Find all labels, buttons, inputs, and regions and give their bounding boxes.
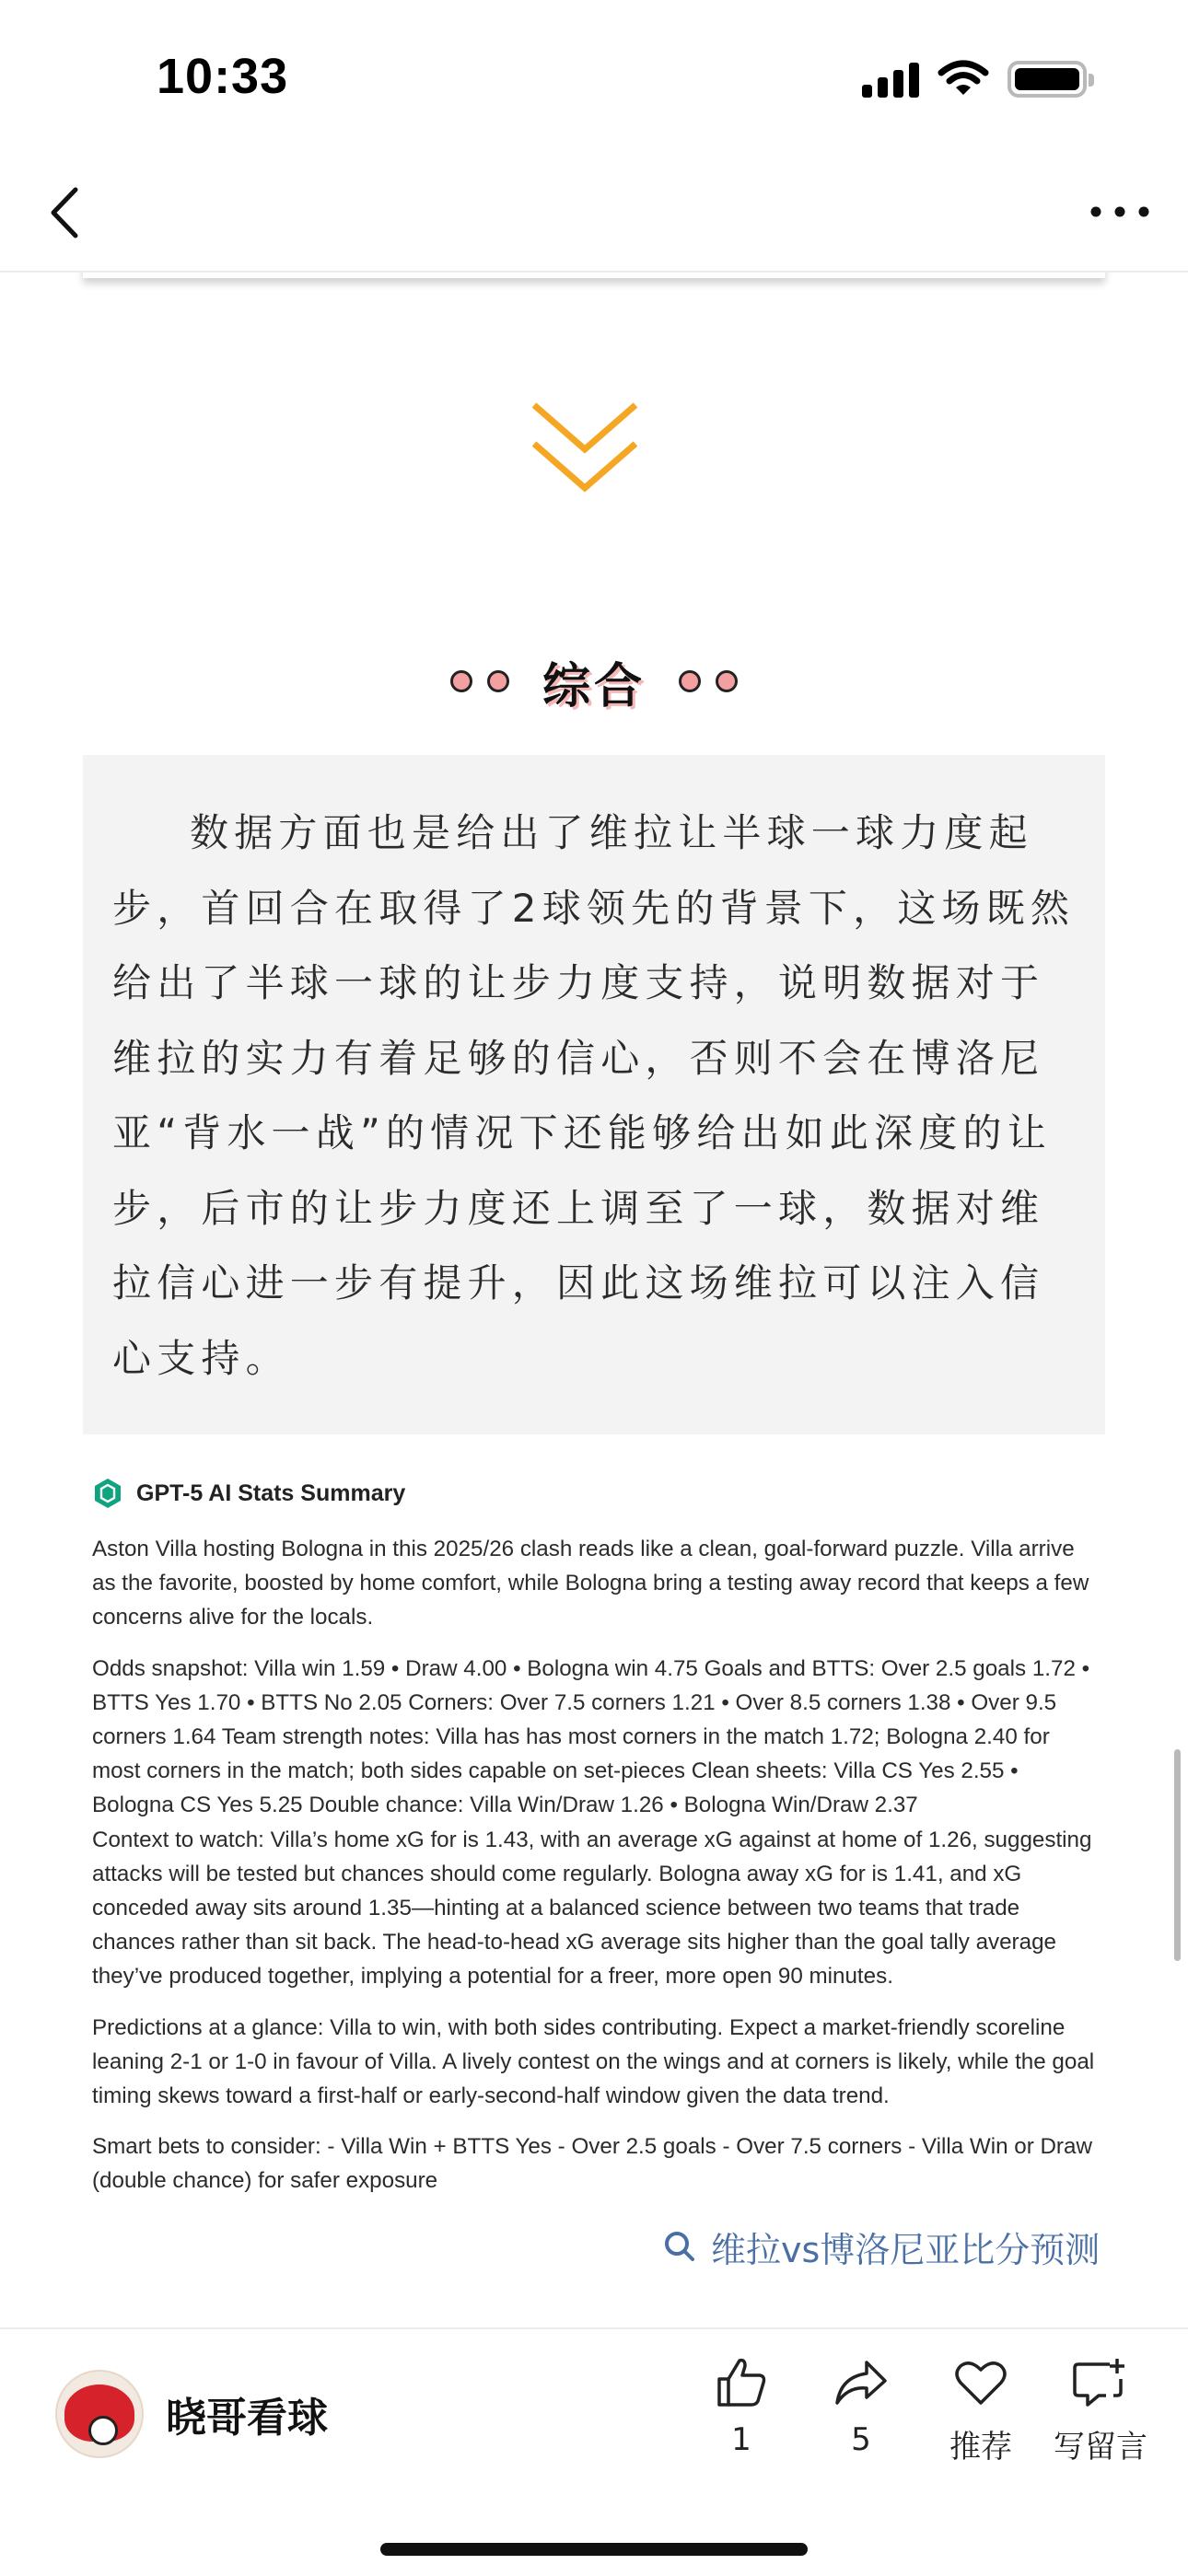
comment-icon <box>1071 2353 1130 2412</box>
scrollbar[interactable] <box>1174 1749 1181 1961</box>
ai-paragraph: Predictions at a glance: Villa to win, with both sides contributing. Expect a market-friendly scoreline leaning 2-1 or 1-0 in favour of Villa. A lively contest on the wings and at corners is likely, while the goal timing skews toward a first-half or early-second-half window given the data trend. <box>92 2014 1095 2109</box>
avatar[interactable] <box>55 2370 144 2458</box>
wifi-icon <box>938 60 989 99</box>
cellular-signal-icon <box>862 61 919 98</box>
search-icon <box>661 2228 698 2265</box>
ai-paragraph: Smart bets to consider: - Villa Win + BTTS Yes - Over 2.5 goals - Over 7.5 corners - Villa Win or Draw (double chance) for safer exposure <box>92 2134 1092 2194</box>
comment-button[interactable] <box>1041 2353 1160 2466</box>
summary-box <box>83 755 1105 1434</box>
nav-bar <box>0 157 1188 273</box>
status-time: 10:33 <box>157 49 289 104</box>
ai-paragraph: Aston Villa hosting Bologna in this 2025/26 clash reads like a clean, goal-forward puzzle. Villa arrive as the favorite, boosted by home comfort, while Bologna bring a testing away record that keeps a few concerns alive for the locals. <box>92 1537 1089 1630</box>
recommend-label: 推荐 <box>949 2429 1012 2466</box>
summary-text: 数据方面也是给出了维拉让半球一球力度起步，首回合在取得了2球领先的背景下，这场既然给出了半球一球的让步力度支持，说明数据对于维拉的实力有着足够的信心，否则不会在博洛尼亚“背水一战”的情况下还能够给出如此深度的让步，后市的让步力度还上调至了一球，数据对维拉信心进一步有提升，因此这场维拉可以注入信心支持。 <box>112 810 1076 1381</box>
thumbs-up-icon <box>712 2353 771 2412</box>
more-dots-icon[interactable] <box>1083 184 1157 239</box>
related-search-text: 维拉vs博洛尼亚比分预测 <box>711 2229 1101 2270</box>
action-buttons <box>681 2353 1160 2466</box>
status-icons <box>862 59 1087 99</box>
ai-paragraph: Context to watch: Villa’s home xG for is 1.43, with an average xG against at home of 1.26, suggesting attacks will be tested but chances should come regularly. Bologna away xG for is 1.41, and xG conceded away sits around 1.35—hinting at a balanced science between two teams that trade chances rather than sit back. The head-to-head xG average sits higher than the goal tally average they’ve produced together, implying a potential for a freer, more open 90 minutes. <box>92 1827 1092 1990</box>
like-button[interactable] <box>681 2353 801 2466</box>
decor-dots-right <box>679 670 738 692</box>
home-indicator[interactable] <box>380 2543 808 2556</box>
ai-paragraph: Odds snapshot: Villa win 1.59 • Draw 4.00 • Bologna win 4.75 Goals and BTTS: Over 2.5 goals 1.72 • BTTS Yes 1.70 • BTTS No 2.05 Corners: Over 7.5 corners 1.21 • Over 8.5 corners 1.38 • Over 9.5 corners 1.64 Team strength notes: Villa has has most corners in the match 1.72; Bologna 2.40 for most corners in the match; both sides capable on set-pieces Clean sheets: Villa CS Yes 2.55 • Bologna CS Yes 5.25 Double chance: Villa Win/Draw 1.26 • Bologna Win/Draw 2.37 <box>92 1655 1090 1818</box>
ai-header <box>92 1471 1096 1515</box>
share-count: 5 <box>851 2421 871 2458</box>
share-button[interactable] <box>801 2353 921 2466</box>
battery-icon <box>1007 61 1087 98</box>
like-count: 1 <box>731 2421 751 2458</box>
ai-stats-summary <box>92 1471 1096 2199</box>
section-heading <box>0 644 1188 718</box>
chevron-left-icon[interactable] <box>37 180 101 245</box>
double-chevron-down-icon <box>525 396 645 516</box>
bottom-action-bar <box>0 2327 1188 2576</box>
recommend-button[interactable] <box>921 2353 1041 2466</box>
section-title: 综合 <box>542 658 646 714</box>
comment-label: 写留言 <box>1054 2429 1147 2466</box>
ai-title: GPT-5 AI Stats Summary <box>136 1479 406 1506</box>
decor-dots-left <box>450 670 509 692</box>
openai-logo-icon <box>92 1478 123 1509</box>
status-bar <box>0 0 1188 157</box>
share-icon <box>832 2353 891 2412</box>
heart-icon <box>951 2353 1010 2412</box>
related-search-pill[interactable] <box>645 2211 1188 2281</box>
author-info[interactable] <box>55 2370 328 2458</box>
author-name[interactable]: 晓哥看球 <box>166 2395 328 2442</box>
